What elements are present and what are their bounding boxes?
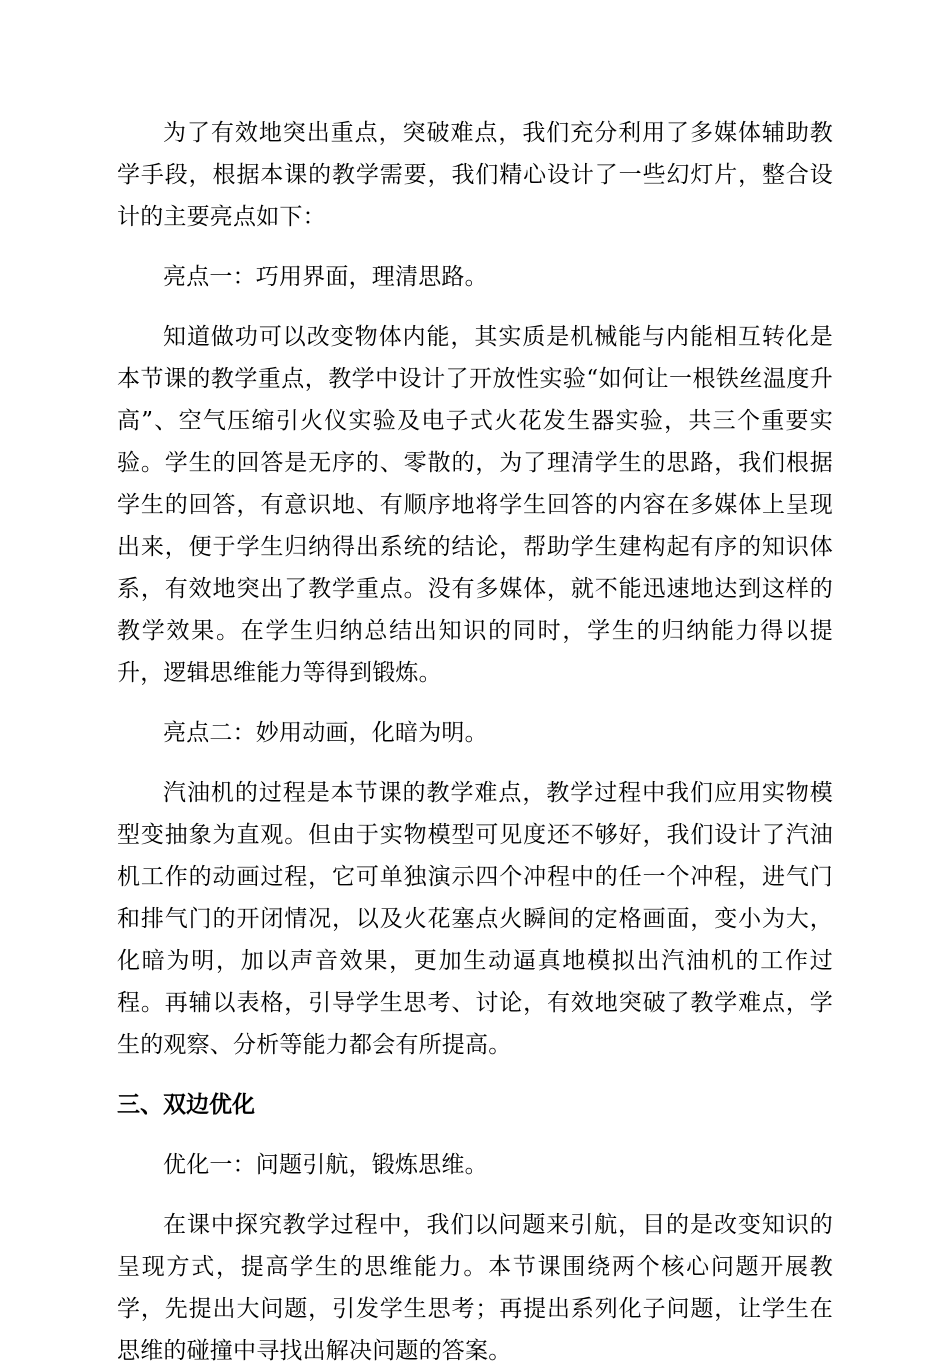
section-heading: 三、双边优化 <box>117 1092 255 1118</box>
highlight-two-title: 亮点二：妙用动画，化暗为明。 <box>163 720 488 746</box>
highlight-two-paragraph: 汽油机的过程是本节课的教学难点，教学过程中我们应用实物模型变抽象为直观。但由于实物模型可见度还不够好，我们设计了汽油机工作的动画过程，它可单独演示四个冲程中的任一个冲程，进气门和排气门的开闭情况，以及火花塞点火瞬间的定格画面，变小为大，化暗为明，加以声音效果，更加生动逼真地模拟出汽油机的工作过程。再辅以表格，引导学生思考、讨论，有效地突破了教学难点，学生的观察、分析等能力都会有所提高。 <box>117 780 833 1058</box>
highlight-one-paragraph: 知道做功可以改变物体内能，其实质是机械能与内能相互转化是本节课的教学重点，教学中设计了开放性实验“如何让一根铁丝温度升高”、空气压缩引火仪实验及电子式火花发生器实验，共三个重要实验。学生的回答是无序的、零散的，为了理清学生的思路，我们根据学生的回答，有意识地、有顺序地将学生回答的内容在多媒体上呈现出来，便于学生归纳得出系统的结论，帮助学生建构起有序的知识体系，有效地突出了教学重点。没有多媒体，就不能迅速地达到这样的教学效果。在学生归纳总结出知识的同时，学生的归纳能力得以提升，逻辑思维能力等得到锻炼。 <box>117 324 833 686</box>
optimization-one-paragraph: 在课中探究教学过程中，我们以问题来引航，目的是改变知识的呈现方式，提高学生的思维能力。本节课围绕两个核心问题开展教学，先提出大问题，引发学生思考；再提出系列化子问题，让学生在思维的碰撞中寻找出解决问题的答案。 <box>117 1212 833 1364</box>
document-page <box>117 112 833 1372</box>
highlight-one-title: 亮点一：巧用界面，理清思路。 <box>163 264 488 290</box>
intro-paragraph: 为了有效地突出重点，突破难点，我们充分利用了多媒体辅助教学手段，根据本课的教学需要，我们精心设计了一些幻灯片，整合设计的主要亮点如下： <box>117 120 833 230</box>
optimization-one-title: 优化一：问题引航，锻炼思维。 <box>163 1152 488 1178</box>
